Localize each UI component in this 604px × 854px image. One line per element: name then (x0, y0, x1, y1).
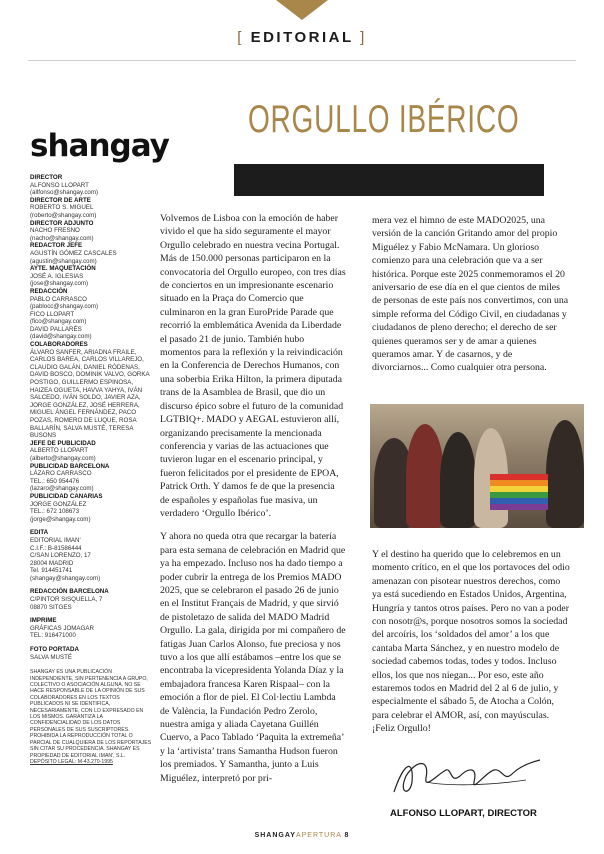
header-divider (28, 60, 576, 61)
masthead-value: TEL: 916471000 (30, 632, 76, 640)
disclaimer-text: SHANGAY ES UNA PUBLICACIÓN INDEPENDIENTE, SIN PERTENENCIA A GRUPO, COLECTIVO O ASOCIACIÓN ALGUNA. NO SE HACE RESPONSABLE DE LA OPINIÓN DE SUS COLABORADORES EN LOS TEXTOS PUBLICADOS NI SE IDENTIFICA, NECESARIAMENTE, CON LO EXPRESADO EN LOS MISMOS. GARANTIZA LA CONFIDENCIALIDAD DE LOS DATOS PERSONALES DE SUS SUSCRIPTORES. PROHIBIDA LA REPRODUCCIÓN TOTAL O PARCIAL DE CUALQUIERA DE LOS REPORTAJES SIN CITAR SU PROCEDENCIA. SHANGAY ES PROPIEDAD DE EDITORIAL IMAN', S.L. (30, 669, 152, 759)
deposito-legal: DEPÓSITO LEGAL: M-43.270-1995 (30, 758, 113, 765)
section-title-text: EDITORIAL (250, 29, 354, 46)
redaccion-bcn-block (30, 588, 152, 611)
article-paragraph: Y ahora no queda otra que recargar la batería para esta semana de celebración en Madrid que ya ha empezado. Incluso nos ha dado tiempo a poder cubrir la entrega de los Premios MADO 2025, que se celebraron el pasado 26 de junio en el Institut Français de Madrid, y que sirvió de pistoletazo de salida del MADO Madrid Orgullo. La gala, dirigida por mi compañero de fatigas Juan Carlos Alonso, fue preciosa y nos tuvo a los que allí estábamos –entre los que se encontraba la vicepresidenta Yolanda Díaz y la embajadora francesa Karen Rispaal– con la emoción a flor de piel. El Col·lectiu Lambda de València, la Fundación Pedro Zerolo, nuestra amiga y aliada Cayetana Guillén Cuervo, a Paco Tablado ‘Paquita la extremeña’ y la ‘artivista’ trans Samantha Hudson fueron los premiados. Y Samantha, junto a Luis Miguélez, interpretó por pri- (160, 531, 346, 784)
masthead-value: C.I.F.: B-81586444 (30, 544, 82, 552)
masthead-value: JORGE GONZÁLEZ (30, 500, 87, 508)
legal-disclaimer (30, 669, 152, 765)
article-column-2-bottom (372, 548, 570, 746)
masthead-value: (pablocc@shangay.com) (30, 303, 99, 311)
masthead-value: (jorge@shangay.com) (30, 515, 91, 523)
masthead-label: DIRECTOR DE ARTE (30, 196, 91, 204)
masthead-value: ALFONSO LLOPART (30, 181, 89, 189)
masthead-label: PUBLICIDAD CANARIAS (30, 492, 103, 500)
masthead-label: PUBLICIDAD BARCELONA (30, 462, 110, 470)
pride-crowd-photo (370, 404, 584, 528)
masthead-label: REDACTOR JEFE (30, 242, 83, 250)
masthead-value: (lazaro@shangay.com) (30, 485, 94, 493)
masthead-value: 28004 MADRID (30, 559, 74, 567)
footer-brand: SHANGAY (254, 832, 296, 839)
masthead-value: TEL.: 650 954476 (30, 477, 80, 485)
masthead-value: C/SAN LORENZO, 17 (30, 552, 91, 560)
redaccion-bcn-label: REDACCIÓN BARCELONA (30, 588, 109, 596)
masthead-value: FICO LLOPART (30, 310, 75, 318)
masthead-value: NACHO FRESNO (30, 227, 80, 235)
handwritten-signature (386, 752, 546, 800)
masthead-value: (nacho@shangay.com) (30, 234, 94, 242)
masthead-value: SALVA MUSTÉ (30, 653, 73, 661)
masthead-value: DAVID PALLARÉS (30, 325, 82, 333)
masthead-value: (fico@shangay.com) (30, 318, 87, 326)
masthead-value: ALBERTO LLOPART (30, 447, 89, 455)
masthead-value: JOSÉ A. IGLESIAS (30, 272, 84, 280)
foto-portada-label: FOTO PORTADA (30, 646, 79, 654)
masthead-label: DIRECTOR ADJUNTO (30, 219, 94, 227)
masthead-value: (alberto@shangay.com) (30, 454, 96, 462)
masthead-label: DIRECTOR (30, 174, 63, 181)
article-column-2-top (372, 214, 570, 385)
article-paragraph: mera vez el himno de este MADO2025, una versión de la canción Gritando amor del propio Miguélez y Fabio McNamara. Un glorioso comienzo para una celebración que va a ser histórica. Porque este 2025 conmemoramos el 20 aniversario de ese día en el que cientos de miles de personas de este país nos convertimos, con una simple reforma del Código Civil, en ciudadanas y ciudadanos de pleno derecho; el derecho de ser quienes queramos ser y de amar a quienes queramos amar. Y de casarnos, y de divorciarnos... Como cualquier otra persona. (372, 215, 569, 374)
masthead-value: (jose@shangay.com) (30, 280, 89, 288)
section-title (0, 29, 604, 46)
rainbow-flag (490, 474, 548, 510)
masthead-value: TEL.: 672 108673 (30, 508, 80, 516)
masthead-value: ÁLVARO SANFER, ARIADNA FRAILE, CARLOS BAREA, CARLOS VILLAREJO, CLAUDIO GALÁN, DANIEL RÓDENAS, DAVID BOSCO, DOMINIK VALVO, GORKA POSTIGO, GUILLERMO ESPINOSA, HAIZEA OGUETA, HAVVA YAHYA, IVÁN SALCEDO, IVÁN SOLDO, JAVIER AZA, JORGE GONZÁLEZ, JOSÉ HERRERA, MIGUEL ÁNGEL FERNÁNDEZ, PACO POZAS, ROMERO DE LUQUE, ROSA BALLARÍN, SALVA MUSTÉ, TERESA BUSONS (30, 348, 150, 440)
signature-name: ALFONSO LLOPART, DIRECTOR (390, 808, 537, 819)
edita-block (30, 529, 152, 582)
article-paragraph: Y el destino ha querido que lo celebremos en un momento crítico, en el que los portavoces del odio amenazan con pisotear nuestros derechos, como ya está sucediendo en Estados Unidos, Argentina, Hungría y tantos otros países. Pero no van a poder con nosotr@s, porque nosotros somos la sociedad del arcoíris, los ‘soldados del amor’ a los que cantaba Marta Sánchez, y en nuestro modelo de sociedad cabemos todas, todes y todos. Incluso ellos, los que nos niegan... Por eso, este año estaremos todos en Madrid del 2 al 6 de julio, y especialmente el sábado 5, de Atocha a Colón, para celebrar el AMOR, así, con mayúsculas. ¡Feliz Orgullo! (372, 549, 570, 735)
masthead-value: (agustin@shangay.com) (30, 257, 97, 265)
masthead-value: AGUSTÍN GÓMEZ CASCALES (30, 249, 117, 257)
top-gold-tab (276, 0, 328, 20)
page-footer (0, 832, 604, 839)
dark-banner-bar (234, 164, 544, 196)
masthead-label: COLABORADORES (30, 341, 88, 349)
page-number: 8 (344, 832, 350, 839)
masthead-sidebar (30, 128, 169, 765)
imprime-block (30, 617, 152, 640)
bracket-close: ] (360, 29, 367, 46)
foto-portada-block (30, 646, 152, 661)
bracket-open: [ (237, 29, 244, 46)
masthead-value: EDITORIAL IMAN' (30, 536, 81, 544)
masthead-value: LÁZARO CARRASCO (30, 470, 92, 478)
footer-section: APERTURA (295, 832, 342, 839)
masthead-list (30, 174, 152, 523)
imprime-label: IMPRIME (30, 617, 57, 625)
masthead-value: Tel. 914451741 (30, 567, 73, 575)
masthead-label: REDACCIÓN (30, 287, 68, 295)
masthead-label: JEFE DE PUBLICIDAD (30, 439, 96, 447)
masthead-value: (shangay@shangay.com) (30, 574, 101, 582)
masthead-label: AYTE. MAQUETACIÓN (30, 265, 96, 273)
masthead-value: (allfonso@shangay.com) (30, 189, 99, 197)
masthead-value: GRÁFICAS JOMAGAR (30, 624, 94, 632)
masthead-value: 08870 SITGES (30, 603, 72, 611)
headline: ORGULLO IBÉRICO (248, 98, 520, 141)
masthead-value: C/PINTOR SISQUELLA, 7 (30, 596, 103, 604)
article-column-1 (160, 212, 346, 795)
masthead-value: (roberto@shangay.com) (30, 211, 97, 219)
masthead-value: PABLO CARRASCO (30, 295, 87, 303)
article-paragraph: Volvemos de Lisboa con la emoción de haber vivido el que ha sido seguramente el mayor Orgullo celebrado en nuestra vecina Portugal. Más de 150.000 personas participaron en la convocatoria del Orgullo europeo, con tres días de conciertos en un impresionante escenario situado en la Praça do Comercio que culminaron en la gran EuroPride Parade que recorrió la emblemática Avenida da Liberdade el pasado 21 de junio. También hubo momentos para la reflexión y la reivindicación en la Conferencia de Derechos Humanos, con una soberbia Erika Hilton, la primera diputada trans de la Asamblea de Brasil, que dio un discurso épico sobre el futuro de la comunidad LGTBIQ+. MADO y AEGAL estuvieron allí, organizando precisamente la mencionada conferencia y varias de las actuaciones que tuvieron lugar en el escenario principal, y fueron felicitados por el presidente de EPOA, Patrick Orth. Y damos fe de que la presencia de españoles y españolas fue masiva, un verdadero ‘Orgullo Ibérico’. (160, 213, 346, 519)
masthead-value: ROBERTO S. MIGUEL (30, 204, 94, 212)
shangay-logo: shangay (30, 128, 169, 164)
masthead-value: (david@shangay.com) (30, 333, 92, 341)
edita-label: EDITA (30, 529, 49, 537)
